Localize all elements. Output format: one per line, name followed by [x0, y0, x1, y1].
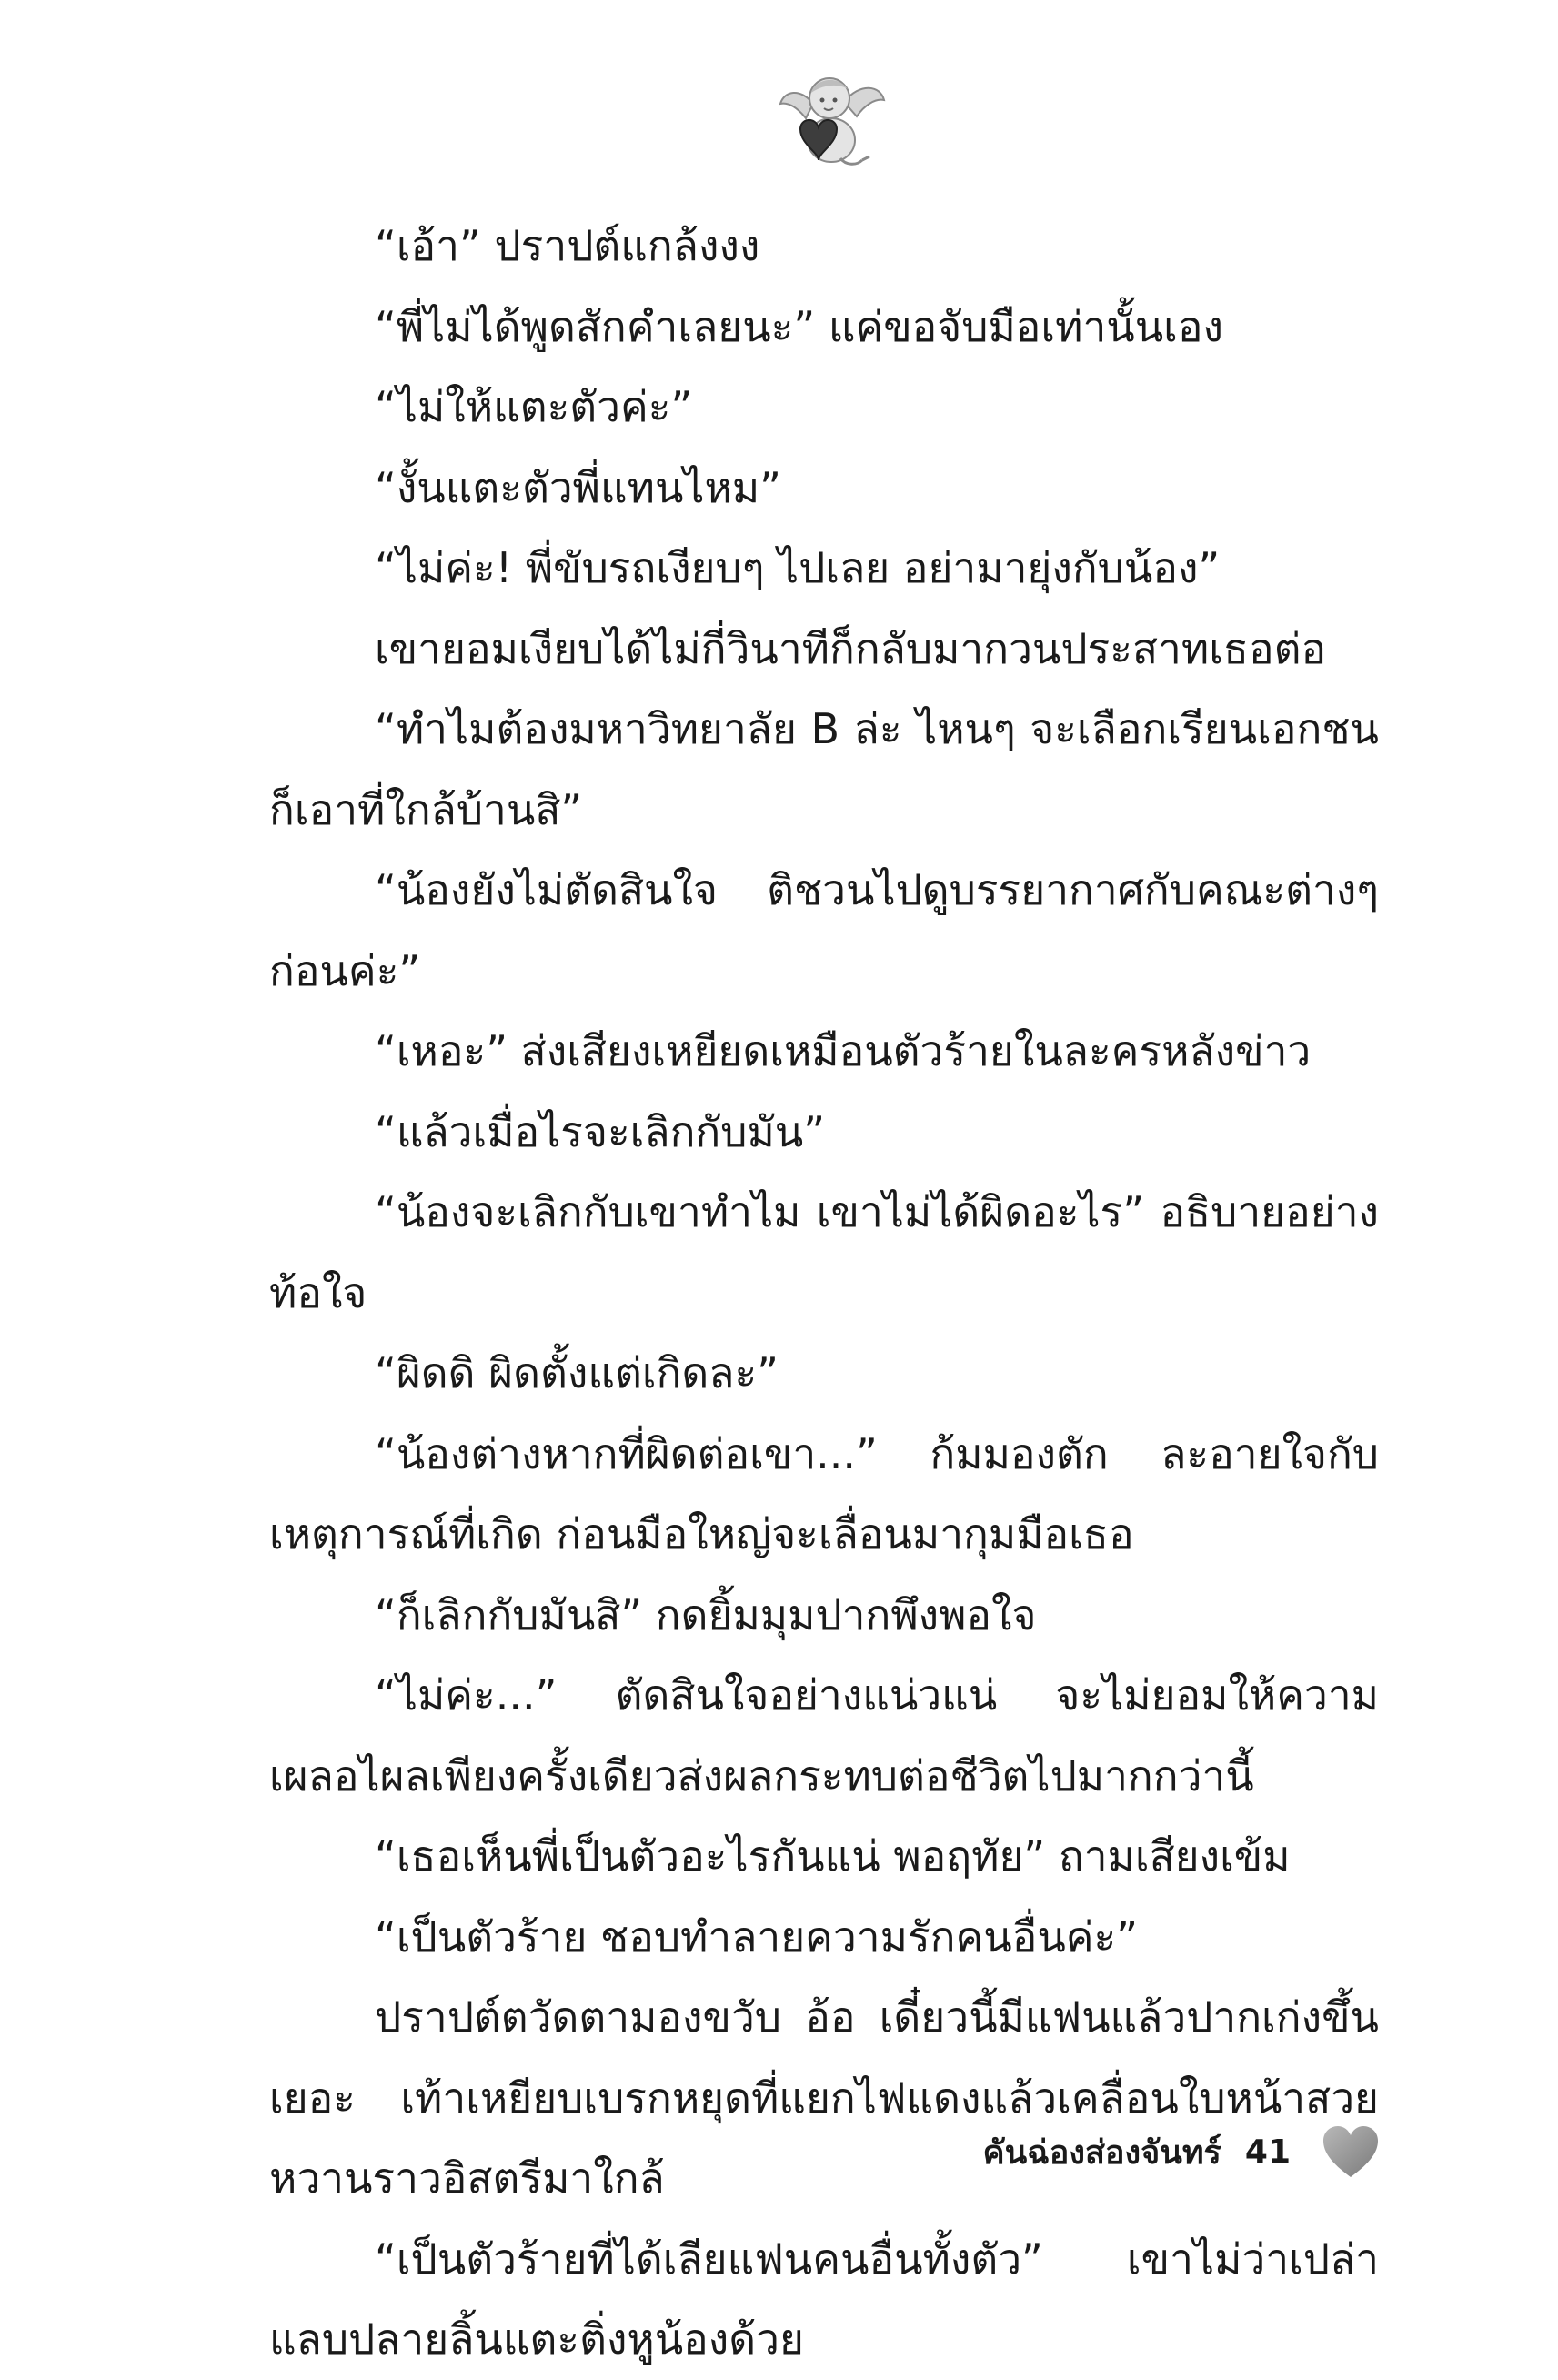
cupid-with-heart-icon: [773, 66, 891, 175]
paragraph: “น้องจะเลิกกับเขาทำไม เขาไม่ได้ผิดอะไร” อธิบายอย่างท้อใจ: [269, 1187, 1379, 1317]
paragraph: “น้องยังไม่ตัดสินใจ ติชวนไปดูบรรยากาศกับคณะต่างๆ ก่อนค่ะ”: [269, 865, 1379, 995]
page-footer: [983, 2115, 1380, 2188]
book-title: คันฉ่องส่องจันทร์: [982, 2133, 1221, 2172]
paragraph: เขายอมเงียบได้ไม่กี่วินาทีก็กลับมากวนประสาทเธอต่อ: [375, 623, 1327, 673]
paragraph: “ผิดดิ ผิดตั้งแต่เกิดละ”: [375, 1348, 779, 1397]
paragraph: “พี่ไม่ได้พูดสักคำเลยนะ” แค่ขอจับมือเท่านั้นเอง: [375, 301, 1223, 351]
paragraph: “เป็นตัวร้ายที่ได้เลียแฟนคนอื่นทั้งตัว” เขาไม่ว่าเปล่าแลบปลายลิ้นแตะติ่งหูน้องด้วย: [269, 2234, 1379, 2364]
paragraph: “ทำไมต้องมหาวิทยาลัย B ล่ะ ไหนๆ จะเลือกเรียนเอกชนก็เอาที่ใกล้บ้านสิ”: [269, 704, 1379, 834]
paragraph: “ไม่ค่ะ! พี่ขับรถเงียบๆ ไปเลย อย่ามายุ่งกับน้อง”: [375, 543, 1221, 592]
heart-icon: [1322, 2124, 1380, 2179]
paragraph: ปราปต์ตวัดตามองขวับ อ้อ เดี๋ยวนี้มีแฟนแล้วปากเก่งขึ้นเยอะ เท้าเหยียบเบรกหยุดที่แยกไฟแดงแล้วเคลื่อนใบหน้าสวยหวานราวอิสตรีมาใกล้: [269, 1992, 1379, 2203]
paragraph: “เหอะ” ส่งเสียงเหยียดเหมือนตัวร้ายในละครหลังข่าว: [375, 1026, 1312, 1075]
paragraph: “เป็นตัวร้าย ชอบทำลายความรักคนอื่นค่ะ”: [375, 1911, 1139, 1961]
paragraph: “ไม่ให้แตะตัวค่ะ”: [375, 382, 693, 431]
paragraph: “น้องต่างหากที่ผิดต่อเขา...” ก้มมองตัก ละอายใจกับเหตุการณ์ที่เกิด ก่อนมือใหญ่จะเลื่อนมากุมมือเธอ: [269, 1428, 1379, 1558]
paragraph: “เธอเห็นพี่เป็นตัวอะไรกันแน่ พอฤทัย” ถามเสียงเข้ม: [375, 1831, 1291, 1881]
paragraph: “งั้นแตะตัวพี่แทนไหม”: [375, 462, 782, 512]
paragraph: “ไม่ค่ะ...” ตัดสินใจอย่างแน่วแน่ จะไม่ยอมให้ความเผลอไผลเพียงครั้งเดียวส่งผลกระทบต่อชีวิตไปมากกว่านี้: [269, 1670, 1379, 1800]
paragraph: “เอ้า” ปราปต์แกล้งงง: [375, 221, 760, 270]
chapter-ornament: [773, 66, 891, 175]
paragraph: “แล้วเมื่อไรจะเลิกกับมัน”: [375, 1106, 826, 1156]
body-text: [269, 206, 1379, 2380]
page-number: 41: [1244, 2133, 1291, 2171]
paragraph: “ก็เลิกกับมันสิ” กดยิ้มมุมปากพึงพอใจ: [375, 1589, 1037, 1639]
